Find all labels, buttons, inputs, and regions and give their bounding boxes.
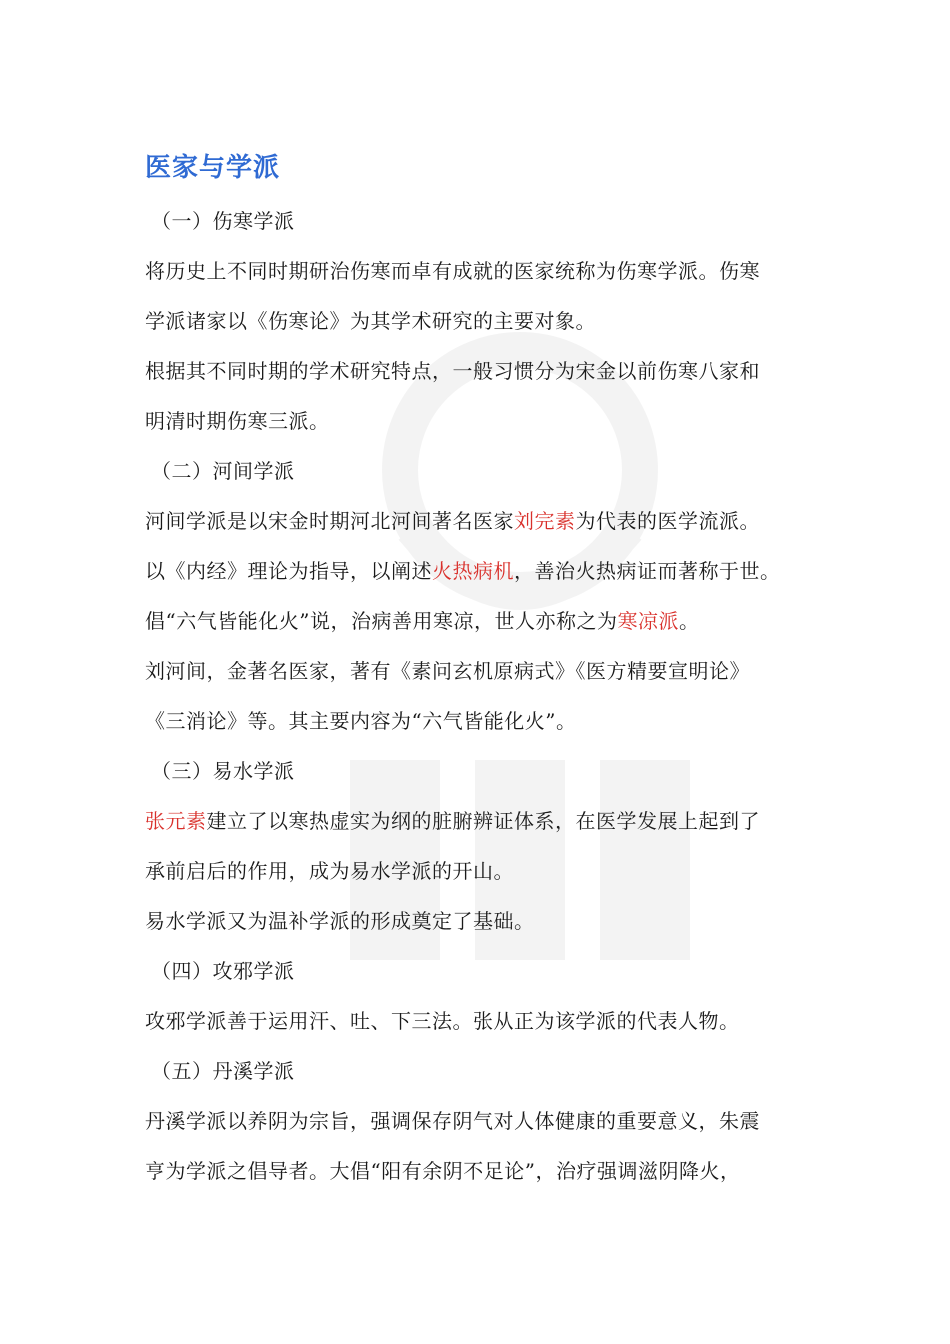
paragraph-line: 将历史上不同时期研治伤寒而卓有成就的医家统称为伤寒学派。伤寒 xyxy=(145,259,760,283)
paragraph-line: 《三消论》等。其主要内容为“六气皆能化火”。 xyxy=(145,709,577,733)
paragraph-line: 易水学派又为温补学派的形成奠定了基础。 xyxy=(145,909,535,933)
highlight-zhang-yuansu: 张元素 xyxy=(145,809,207,833)
paragraph-line xyxy=(145,496,815,546)
section-heading-hejian: （二）河间学派 xyxy=(151,459,295,483)
paragraph-line: 丹溪学派以养阴为宗旨，强调保存阴气对人体健康的重要意义，朱震 xyxy=(145,1109,760,1133)
document-content xyxy=(145,146,815,1196)
highlight-liu-wansu: 刘完素 xyxy=(514,509,576,533)
text-span: 河间学派是以宋金时期河北河间著名医家 xyxy=(145,509,514,533)
paragraph-line: 刘河间，金著名医家，著有《素问玄机原病式》《医方精要宣明论》 xyxy=(145,659,750,683)
paragraph-line xyxy=(145,796,815,846)
paragraph-line: 攻邪学派善于运用汗、吐、下三法。张从正为该学派的代表人物。 xyxy=(145,1009,740,1033)
text-span: 为代表的医学流派。 xyxy=(575,509,760,533)
paragraph-line: 根据其不同时期的学术研究特点，一般习惯分为宋金以前伤寒八家和 xyxy=(145,359,760,383)
text-span: 。 xyxy=(678,609,700,633)
paragraph-line: 承前启后的作用，成为易水学派的开山。 xyxy=(145,859,514,883)
text-span: 以《内经》理论为指导，以阐述 xyxy=(145,559,432,583)
section-heading-danxi: （五）丹溪学派 xyxy=(151,1059,295,1083)
highlight-hanliang-pai: 寒凉派 xyxy=(617,609,679,633)
paragraph-line xyxy=(145,546,815,596)
page-title: 医家与学派 xyxy=(145,153,281,183)
text-span: 倡“六气皆能化火”说，治病善用寒凉，世人亦称之为 xyxy=(145,609,618,633)
paragraph-line xyxy=(145,596,815,646)
section-heading-gongxie: （四）攻邪学派 xyxy=(151,959,295,983)
text-span: 建立了以寒热虚实为纲的脏腑辨证体系，在医学发展上起到了 xyxy=(206,809,760,833)
paragraph-line: 亨为学派之倡导者。大倡“阳有余阴不足论”，治疗强调滋阴降火， xyxy=(145,1159,741,1183)
text-span: ，善治火热病证而著称于世。 xyxy=(514,559,781,583)
paragraph-line: 明清时期伤寒三派。 xyxy=(145,409,330,433)
highlight-huore-bingji: 火热病机 xyxy=(432,559,514,583)
paragraph-line: 学派诸家以《伤寒论》为其学术研究的主要对象。 xyxy=(145,309,596,333)
section-heading-yishui: （三）易水学派 xyxy=(151,759,295,783)
section-heading-shanghan: （一）伤寒学派 xyxy=(151,209,295,233)
